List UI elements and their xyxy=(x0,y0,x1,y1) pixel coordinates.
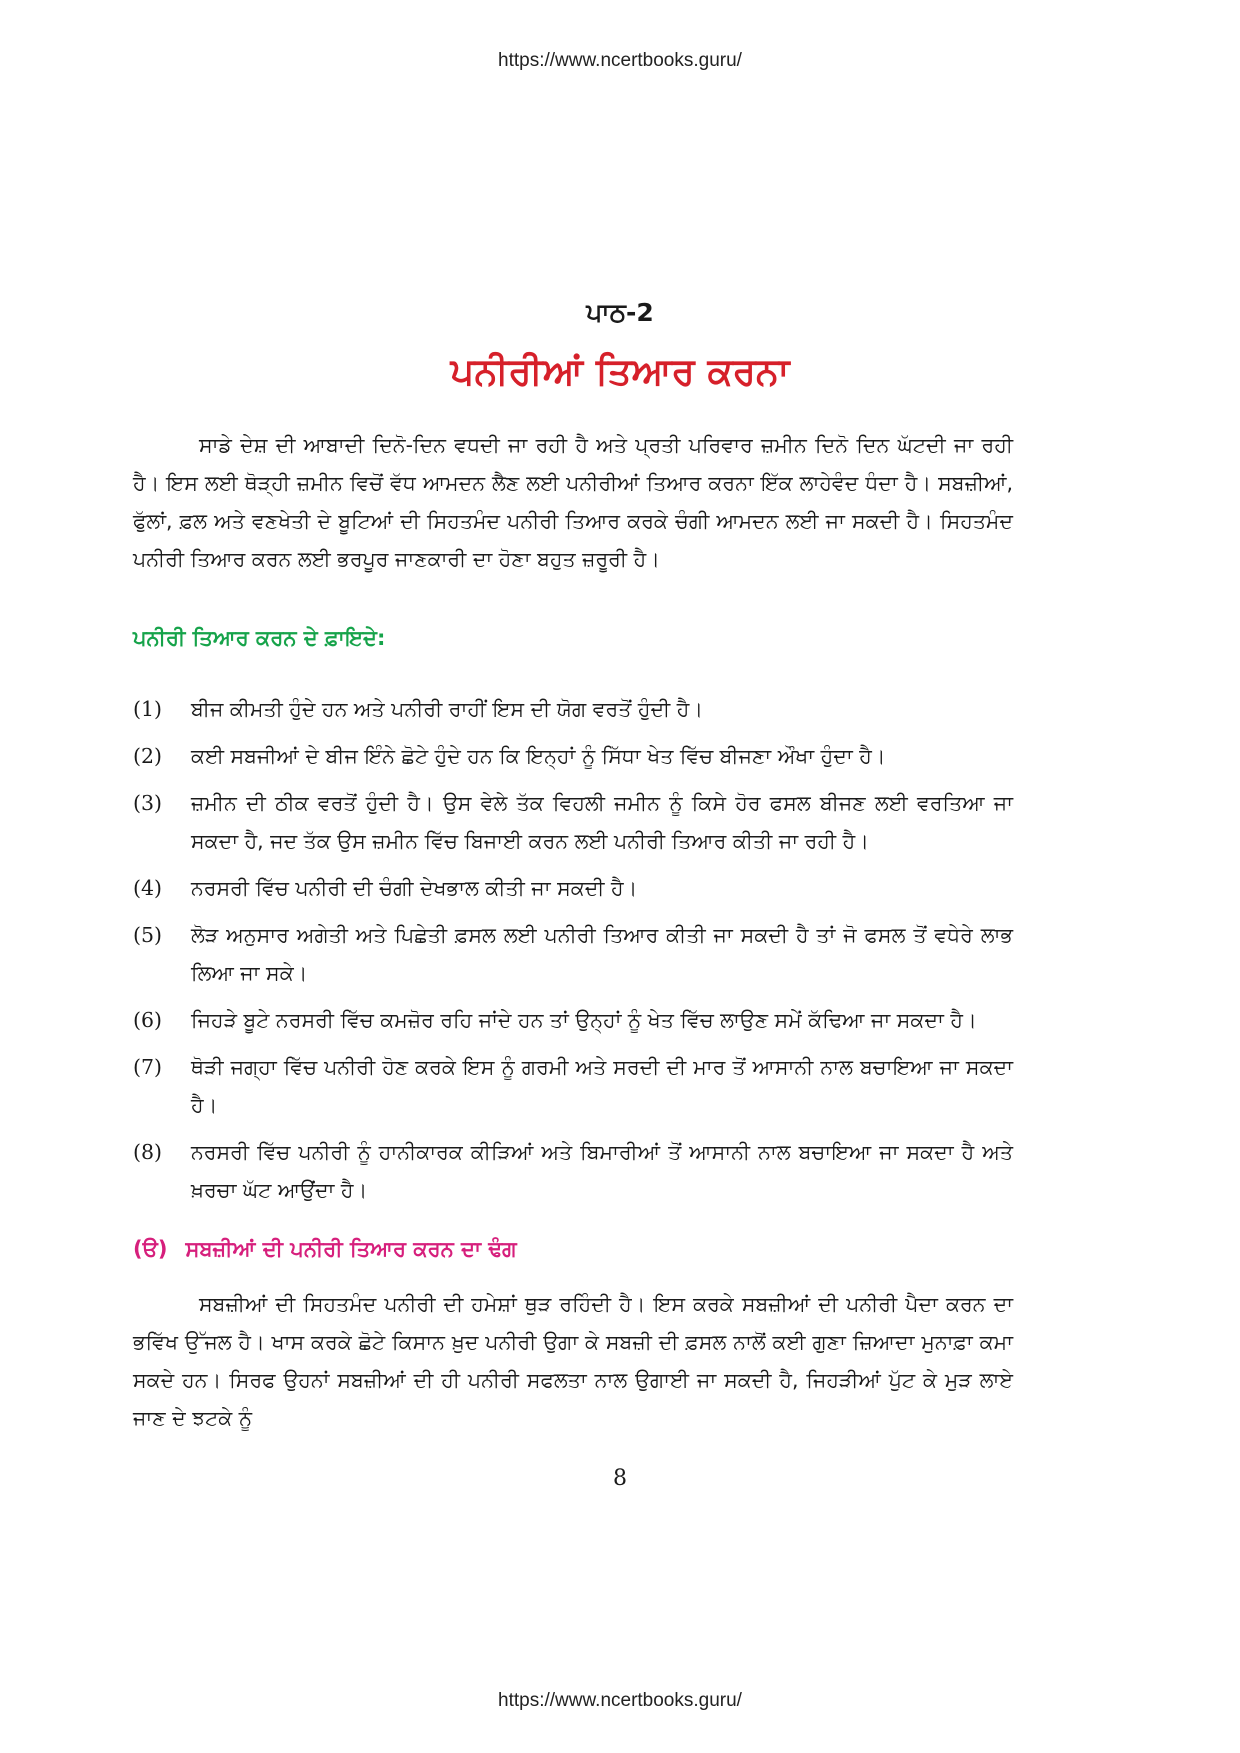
footer-url[interactable]: https://www.ncertbooks.guru/ xyxy=(498,1690,742,1711)
list-item-number: (5) xyxy=(133,923,163,947)
header-url[interactable]: https://www.ncertbooks.guru/ xyxy=(498,50,742,71)
section-heading-text: ਸਬਜ਼ੀਆਂ ਦੀ ਪਨੀਰੀ ਤਿਆਰ ਕਰਨ ਦਾ ਢੰਗ xyxy=(185,1237,517,1261)
list-item-text: ਕਈ ਸਬਜੀਆਂ ਦੇ ਬੀਜ ਇੰਨੇ ਛੋਟੇ ਹੁੰਦੇ ਹਨ ਕਿ ਇਨ੍ਹਾਂ ਨੂੰ ਸਿੱਧਾ ਖੇਤ ਵਿੱਚ ਬੀਜਣਾ ਔਖਾ ਹੁੰਦਾ ਹੈ। xyxy=(191,744,886,768)
page-title: ਪਨੀਰੀਆਂ ਤਿਆਰ ਕਰਨਾ xyxy=(450,350,790,393)
list-item-text: ਬੀਜ ਕੀਮਤੀ ਹੁੰਦੇ ਹਨ ਅਤੇ ਪਨੀਰੀ ਰਾਹੀਂ ਇਸ ਦੀ ਯੋਗ ਵਰਤੋਂ ਹੁੰਦੀ ਹੈ। xyxy=(191,697,704,721)
list-item xyxy=(133,737,1013,775)
chapter-label: ਪਾਠ-2 xyxy=(586,298,654,327)
list-item-text: ਜ਼ਮੀਨ ਦੀ ਠੀਕ ਵਰਤੋਂ ਹੁੰਦੀ ਹੈ। ਉਸ ਵੇਲੇ ਤੱਕ ਵਿਹਲੀ ਜਮੀਨ ਨੂੰ ਕਿਸੇ ਹੋਰ ਫਸਲ ਬੀਜਣ ਲਈ ਵਰਤਿਆ ਜਾ ਸਕਦਾ ਹੈ, ਜਦ ਤੱਕ ਉਸ ਜ਼ਮੀਨ ਵਿੱਚ ਬਿਜਾਈ ਕਰਨ ਲਈ ਪਨੀਰੀ ਤਿਆਰ ਕੀਤੀ ਜਾ ਰਹੀ ਹੈ। xyxy=(191,791,1013,853)
list-item-number: (1) xyxy=(133,697,163,721)
list-item-text: ਜਿਹੜੇ ਬੂਟੇ ਨਰਸਰੀ ਵਿੱਚ ਕਮਜ਼ੋਰ ਰਹਿ ਜਾਂਦੇ ਹਨ ਤਾਂ ਉਨ੍ਹਾਂ ਨੂੰ ਖੇਤ ਵਿੱਚ ਲਾਉਣ ਸਮੇਂ ਕੱਢਿਆ ਜਾ ਸਕਦਾ ਹੈ। xyxy=(191,1008,977,1032)
list-item-number: (4) xyxy=(133,876,163,900)
list-item-text: ਥੋੜੀ ਜਗ੍ਹਾ ਵਿੱਚ ਪਨੀਰੀ ਹੋਣ ਕਰਕੇ ਇਸ ਨੂੰ ਗਰਮੀ ਅਤੇ ਸਰਦੀ ਦੀ ਮਾਰ ਤੋਂ ਆਸਾਨੀ ਨਾਲ ਬਚਾਇਆ ਜਾ ਸਕਦਾ ਹੈ। xyxy=(191,1055,1013,1117)
list-item xyxy=(133,1133,1013,1209)
list-item xyxy=(133,690,1013,728)
list-item xyxy=(133,1048,1013,1124)
section-paragraph: ਸਬਜ਼ੀਆਂ ਦੀ ਸਿਹਤਮੰਦ ਪਨੀਰੀ ਦੀ ਹਮੇਸ਼ਾਂ ਥੁੜ ਰਹਿੰਦੀ ਹੈ। ਇਸ ਕਰਕੇ ਸਬਜ਼ੀਆਂ ਦੀ ਪਨੀਰੀ ਪੈਦਾ ਕਰਨ ਦਾ ਭਵਿੱਖ ਉੱਜਲ ਹੈ। ਖਾਸ ਕਰਕੇ ਛੋਟੇ ਕਿਸਾਨ ਖ਼ੁਦ ਪਨੀਰੀ ਉਗਾ ਕੇ ਸਬਜ਼ੀ ਦੀ ਫ਼ਸਲ ਨਾਲੋਂ ਕਈ ਗੁਣਾ ਜ਼ਿਆਦਾ ਮੁਨਾਫ਼ਾ ਕਮਾ ਸਕਦੇ ਹਨ। ਸਿਰਫ ਉਹਨਾਂ ਸਬਜ਼ੀਆਂ ਦੀ ਹੀ ਪਨੀਰੀ ਸਫਲਤਾ ਨਾਲ ਉਗਾਈ ਜਾ ਸਕਦੀ ਹੈ, ਜਿਹੜੀਆਂ ਪੁੱਟ ਕੇ ਮੁੜ ਲਾਏ ਜਾਣ ਦੇ ਝਟਕੇ ਨੂੰ xyxy=(133,1292,1013,1430)
list-item-number: (8) xyxy=(133,1140,163,1164)
list-item xyxy=(133,1001,1013,1039)
list-item-text: ਨਰਸਰੀ ਵਿੱਚ ਪਨੀਰੀ ਨੂੰ ਹਾਨੀਕਾਰਕ ਕੀੜਿਆਂ ਅਤੇ ਬਿਮਾਰੀਆਂ ਤੋਂ ਆਸਾਨੀ ਨਾਲ ਬਚਾਇਆ ਜਾ ਸਕਦਾ ਹੈ ਅਤੇ ਖ਼ਰਚਾ ਘੱਟ ਆਉਂਦਾ ਹੈ। xyxy=(191,1140,1013,1202)
benefits-list xyxy=(133,690,1013,1218)
list-item-number: (3) xyxy=(133,791,163,815)
list-item xyxy=(133,784,1013,860)
list-item-text: ਨਰਸਰੀ ਵਿੱਚ ਪਨੀਰੀ ਦੀ ਚੰਗੀ ਦੇਖਭਾਲ ਕੀਤੀ ਜਾ ਸਕਦੀ ਹੈ। xyxy=(191,876,638,900)
page-number: 8 xyxy=(613,1466,627,1491)
list-item-text: ਲੋੜ ਅਨੁਸਾਰ ਅਗੇਤੀ ਅਤੇ ਪਿਛੇਤੀ ਫ਼ਸਲ ਲਈ ਪਨੀਰੀ ਤਿਆਰ ਕੀਤੀ ਜਾ ਸਕਦੀ ਹੈ ਤਾਂ ਜੋ ਫਸਲ ਤੋਂ ਵਧੇਰੇ ਲਾਭ ਲਿਆ ਜਾ ਸਕੇ। xyxy=(191,923,1013,985)
list-item-number: (6) xyxy=(133,1008,163,1032)
list-item xyxy=(133,916,1013,992)
list-item-number: (2) xyxy=(133,744,163,768)
list-item xyxy=(133,869,1013,907)
list-item-number: (7) xyxy=(133,1055,163,1079)
section-heading xyxy=(133,1237,517,1262)
section-marker: (ੳ) xyxy=(133,1237,168,1261)
benefits-heading: ਪਨੀਰੀ ਤਿਆਰ ਕਰਨ ਦੇ ਫ਼ਾਇਦੇ: xyxy=(133,626,386,650)
intro-paragraph: ਸਾਡੇ ਦੇਸ਼ ਦੀ ਆਬਾਦੀ ਦਿਨੋ-ਦਿਨ ਵਧਦੀ ਜਾ ਰਹੀ ਹੈ ਅਤੇ ਪ੍ਰਤੀ ਪਰਿਵਾਰ ਜ਼ਮੀਨ ਦਿਨੋ ਦਿਨ ਘੱਟਦੀ ਜਾ ਰਹੀ ਹੈ। ਇਸ ਲਈ ਥੋੜ੍ਹੀ ਜ਼ਮੀਨ ਵਿਚੋਂ ਵੱਧ ਆਮਦਨ ਲੈਣ ਲਈ ਪਨੀਰੀਆਂ ਤਿਆਰ ਕਰਨਾ ਇੱਕ ਲਾਹੇਵੰਦ ਧੰਦਾ ਹੈ। ਸਬਜ਼ੀਆਂ, ਫੁੱਲਾਂ, ਫ਼ਲ ਅਤੇ ਵਣਖੇਤੀ ਦੇ ਬੂਟਿਆਂ ਦੀ ਸਿਹਤਮੰਦ ਪਨੀਰੀ ਤਿਆਰ ਕਰਕੇ ਚੰਗੀ ਆਮਦਨ ਲਈ ਜਾ ਸਕਦੀ ਹੈ। ਸਿਹਤਮੰਦ ਪਨੀਰੀ ਤਿਆਰ ਕਰਨ ਲਈ ਭਰਪੂਰ ਜਾਣਕਾਰੀ ਦਾ ਹੋਣਾ ਬਹੁਤ ਜ਼ਰੂਰੀ ਹੈ। xyxy=(133,433,1013,571)
